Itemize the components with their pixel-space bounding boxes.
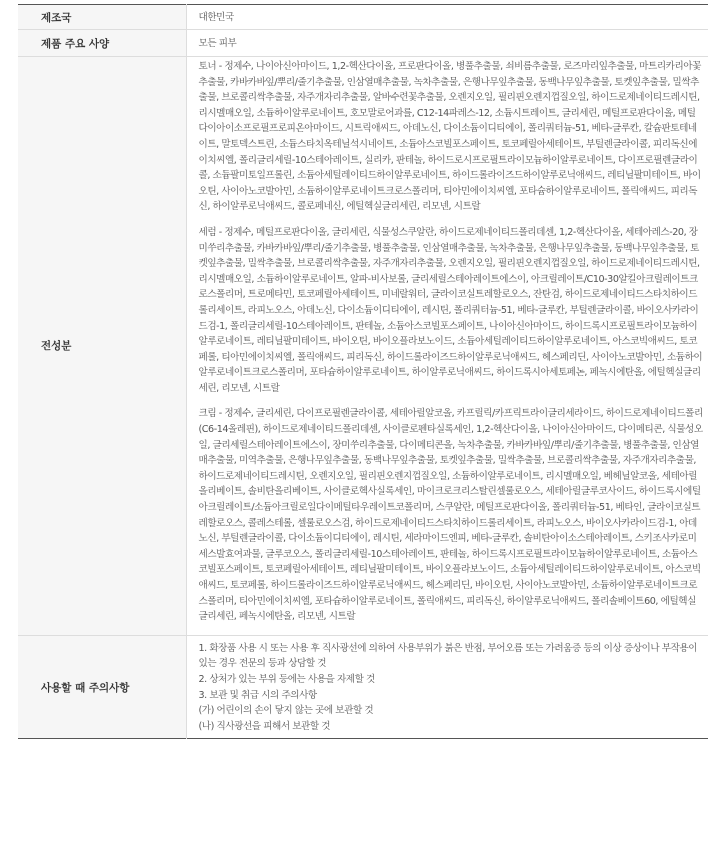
caution-line: (가) 어린이의 손이 닿지 않는 곳에 보관할 것 [198, 705, 374, 717]
caution-line: (나) 직사광선을 피해서 보관할 것 [198, 720, 331, 732]
caution-value [186, 635, 708, 739]
ingredients-toner: 토너 - 정제수, 나이아신아마이드, 1,2-헥산다이올, 프로판다이올, 병풀추출물, 쇠비름추출물, 로즈마리잎추출물, 마트리카리아꽃추출물, 카바카바잎/뿌리/줄기추출물, 인삼열매추출물, 녹차추출물, 은행나무잎추출물, 동백나무잎추출물, 토켓잎추출물, 밀싹추출물, 브로콜리싹추출물, 자주개자리추출물, 알바수련꽃추출물, 오렌지오일, 필리핀오렌지껍질오일, 하이드로제네이티드레시틴, 리시멜매오일, 소듐하이알루로네이트, 호모말로어과를, C12-14파레스-12, 소듐시트레이트, 글리세린, 메틸프로판다이올, 메틸다이아이소프로필프로피온아마이드, 시트릭애씨드, 아데노신, 다이소듐이디티에이, 폴리쿼터늄-51, 베타-글루칸, 칼슘판토테네이트, 말토덱스트린, 소듐스타치옥테닐석시네이트, 소듐아스코빌포스페이트, 토코페릴아세테이트, 부틸렌글라이콜, 피리독신에이치씨엘, 폴리글리세릴-10스테아레이트, 실리카, 판테놀, 하이드로시프로필트라이모늄하이알루로네이트, 다이프로필렌글라이콜, 소듐팔미토일프롤린, 소듐아세틸레이티드하이알루로네이트, 하이드롤라이즈드하이알루로닉애씨드, 레티닐팔미테이트, 바이오틴, 사이아노코발아민, 소듐하이알루로네이트크로스폴리머, 티아민에이치씨엘, 포타슘하이알루로네이트, 폴릭애씨드, 피리독신, 하이알루로닉애씨드, 콜로페네신, 에틸헥실글리세린, 리모넨, 시트랄 [198, 61, 701, 213]
origin-label: 제조국 [18, 5, 186, 30]
caution-line: 3. 보관 및 취급 시의 주의사항 [198, 689, 317, 701]
ingredients-value [186, 57, 708, 636]
origin-value: 대한민국 [198, 12, 234, 23]
ingredients-serum: 세럼 - 정제수, 메틸프로판다이올, 글리세린, 식물성스쿠알란, 하이드로제네이티드폴리데센, 1,2-헥산다이올, 세테아레스-20, 장미쑤리추출물, 카바카바잎/뿌리/줄기추출물, 병풀추출물, 인삼열매추출물, 녹차추출물, 은행나무잎추출물, 동백나무잎추출물, 토켓잎추출물, 밀싹추출물, 브로콜리싹추출물, 자주개자리추출물, 오렌지오일, 필리핀오렌지껍질오일, 하이드로제네이티드레시틴, 리시멜매오일, 소듐하이알루로네이트, 알파-비사보롤, 글리세릴스테아레이트에스이, 아크릴레이트/C10-30알킬아크릴레이트크로스폴리머, 트로메타민, 토코페릴아세테이트, 미네랄워터, 글라이코실트레할로오스, 잔탄검, 하이드로제네이티드스타치하이드롤리세이트, 라피노오스, 아데노신, 다이소듐이디티에이, 레시틴, 폴리쿼터늄-51, 베타-글루칸, 부틸렌글라이콜, 바이오사카라이드검-1, 폴리글리세릴-10스테아레이트, 판테놀, 소듐아스코빌포스페이트, 나이아신아마이드, 하이드록시프로필트라이모늄하이알루로네이트, 레티닐팔미테이트, 바이오틴, 바이오플라보노이드, 소듐아세틸레이티드하이알루로네이트, 아스코빅애씨드, 토코페롤, 티아민에이치씨엘, 폴릭애씨드, 피리독신, 하이드롤라이즈드하이알루로닉애씨드, 헤스페리딘, 사이아노코발아민, 소듐하이알루로네이트크로스폴리머, 포타슘하이알루로네이트, 하이알루로닉애씨드, 하이드록시아세토페논, 페녹시에탄올, 에틸헥실글리세린, 리모넨, 시트랄 [198, 226, 703, 394]
caution-line: 2. 상처가 있는 부위 등에는 사용을 자제할 것 [198, 673, 375, 685]
ingredients-row [18, 57, 708, 636]
product-info-table [18, 4, 708, 739]
spec-label: 제품 주요 사양 [18, 30, 186, 57]
origin-row [18, 5, 708, 30]
caution-label: 사용할 때 주의사항 [18, 635, 186, 739]
caution-row [18, 635, 708, 739]
spec-value: 모든 피부 [198, 38, 237, 49]
spec-row [18, 30, 708, 57]
ingredients-label: 전성분 [18, 57, 186, 636]
caution-line: 1. 화장품 사용 시 또는 사용 후 직사광선에 의하여 사용부위가 붉은 반점, 부어오름 또는 가려움증 등의 이상 증상이나 부작용이 있는 경우 전문의 등과 상담할 것 [198, 642, 698, 670]
ingredients-cream: 크림 - 정제수, 글리세린, 다이프로필렌글라이콜, 세테아릴알코올, 카프릴릭/카프릭트라이글리세라이드, 하이드로제네이티드폴리(C6-14올레핀), 하이드로제네이티드폴리데센, 사이클로펜타실록세인, 1,2-헥산다이올, 나이아신아마이드, 다이메티콘, 식물성오일, 글리세릴스테아레이트에스이, 장미쑤리추출물, 다이메티콘올, 녹차추출물, 카바카바잎/뿌리/줄기추출물, 병풀추출물, 인삼열매추출물, 미역추출물, 은행나무잎추출물, 동백나무잎추출물, 토켓잎추출물, 밀싹추출물, 브로콜리싹추출물, 자주개자리추출물, 하이드로제네이티드레시틴, 오렌지오일, 필리핀오렌지껍질오일, 소듐하이알루로네이트, 리시멜매오일, 베헤닐알코올, 세테아릴올리베이트, 솔비탄올리베이트, 사이클로헥사실록세인, 마이크로크리스탈린셀룰로오스, 세테아릴글루코사이드, 하이드록시에틸아크릴레이트/소듐아크릴로일다이메틸타우레이트코폴리머, 스쿠알란, 메틸프로판다이올, 폴리쿼터늄-51, 베타인, 글라이코실트레할로오스, 콜레스테롤, 셀룰로오스검, 하이드로제네이티드스타치하이드롤리세이트, 라피노오스, 바이오사카라이드검-1, 아데노신, 부틸렌글라이콜, 다이소듐이디티에이, 레시틴, 세라마이드엔피, 베타-글루칸, 솔비탄아이소스테아레이트, 스키조사카로미세스발효여과물, 글루코오스, 폴리글리세릴-10스테아레이트, 판테놀, 하이드록시프로필트라이모늄하이알루로네이트, 소듐아스코빌포스페이트, 토코페릴아세테이트, 레티닐팔미테이트, 바이오플라보노이드, 소듐아세틸레이티드하이알루로네이트, 아스코빅애씨드, 토코페롤, 하이드롤라이즈드하이알루로닉애씨드, 헤스페리딘, 바이오틴, 사이아노코발아민, 소듐하이알루로네이트크로스폴리머, 티아민에이치씨엘, 포타슘하이알루로네이트, 폴릭애씨드, 피리독신, 하이알루로닉애씨드, 폴리솔베이트60, 에틸헥실글리세린, 페녹시에탄올, 리모넨, 시트랄 [198, 408, 703, 623]
